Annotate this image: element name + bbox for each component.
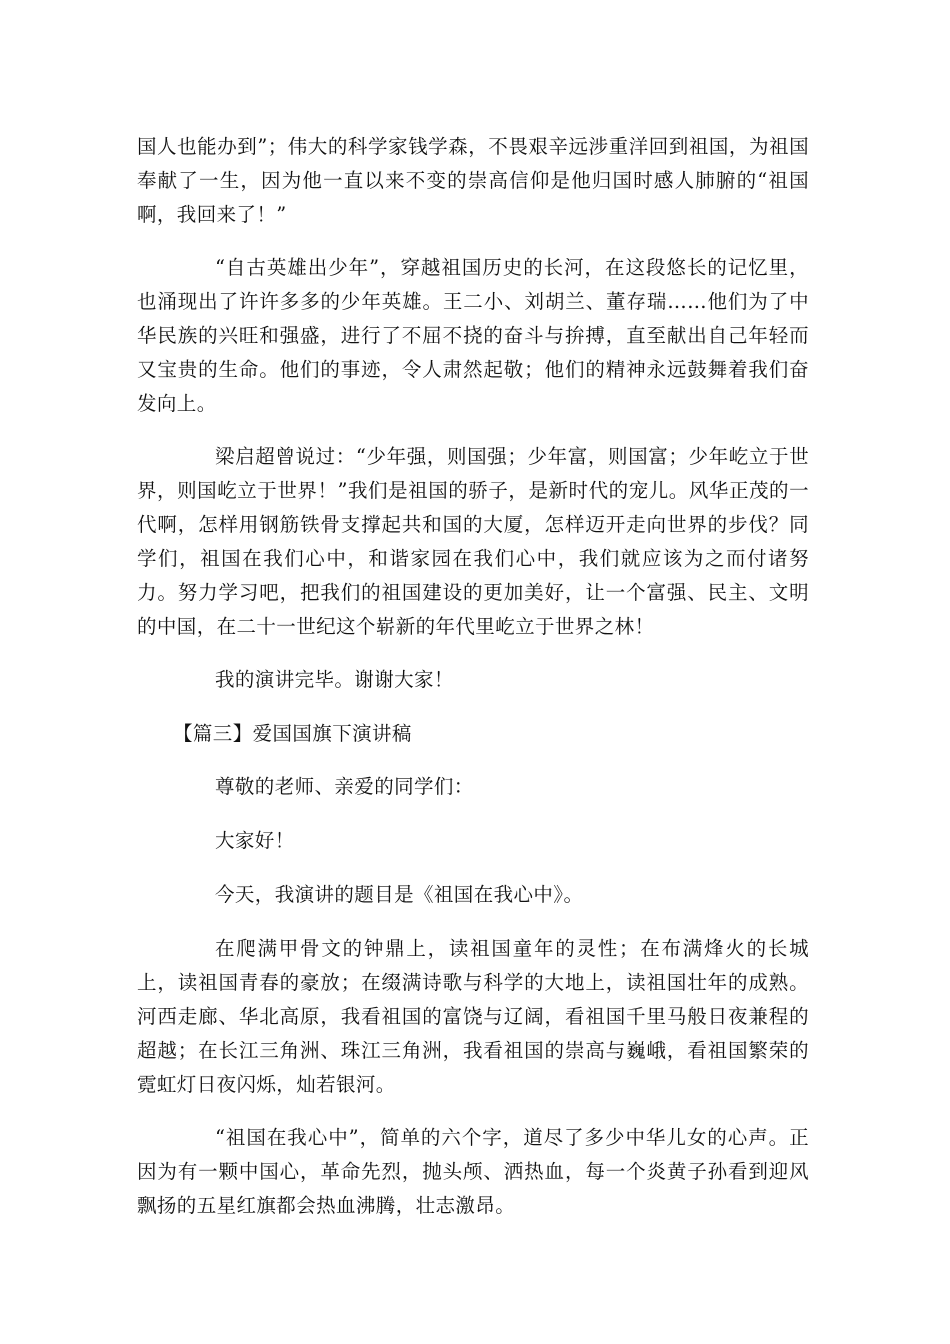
paragraph-motherland-in-heart: “祖国在我心中”，简单的六个字，道尽了多少中华儿女的心声。正因为有一颗中国心，革命先烈，抛头颅、洒热血，每一个炎黄子孙看到迎风飘扬的五星红旗都会热血沸腾，壮志激昂。 <box>137 1126 809 1217</box>
paragraph-young-heroes: “自古英雄出少年”，穿越祖国历史的长河，在这段悠长的记忆里，也涌现出了许许多多的少年英雄。王二小、刘胡兰、董存瑞……他们为了中华民族的兴旺和强盛，进行了不屈不挠的奋斗与拚搏，直至献出自己年轻而又宝贵的生命。他们的事迹，令人肃然起敬；他们的精神永远鼓舞着我们奋发向上。 <box>137 256 809 415</box>
paragraph-liang-qichao-quote: 梁启超曾说过：“少年强，则国强；少年富，则国富；少年屹立于世界，则国屹立于世界！”我们是祖国的骄子，是新时代的宠儿。风华正茂的一代啊，怎样用钢筋铁骨支撑起共和国的大厦，怎样迈开走向世界的步伐？同学们，祖国在我们心中，和谐家园在我们心中，我们就应该为之而付诸努力。努力学习吧，把我们的祖国建设的更加美好，让一个富强、民主、文明的中国，在二十一世纪这个崭新的年代里屹立于世界之林！ <box>137 445 809 638</box>
paragraph-speech-title: 今天，我演讲的题目是《祖国在我心中》。 <box>215 883 584 906</box>
paragraph-speech-end: 我的演讲完毕。谢谢大家！ <box>215 668 454 691</box>
paragraph-salutation: 尊敬的老师、亲爱的同学们： <box>215 775 474 798</box>
section-heading: 【篇三】爱国国旗下演讲稿 <box>173 722 412 745</box>
paragraph-greeting: 大家好！ <box>215 829 295 852</box>
paragraph-reading-motherland: 在爬满甲骨文的钟鼎上，读祖国童年的灵性；在布满烽火的长城上，读祖国青春的豪放；在缀满诗歌与科学的大地上，读祖国壮年的成熟。河西走廊、华北高原，我看祖国的富饶与辽阔，看祖国千里马般日夜兼程的超越；在长江三角洲、珠江三角洲，我看祖国的崇高与巍峨，看祖国繁荣的霓虹灯日夜闪烁，灿若银河。 <box>137 937 809 1096</box>
document-body <box>137 130 809 1242</box>
paragraph-continuation: 国人也能办到”；伟大的科学家钱学森，不畏艰辛远涉重洋回到祖国，为祖国奉献了一生，因为他一直以来不变的崇高信仰是他归国时感人肺腑的“祖国啊，我回来了！” <box>137 135 809 226</box>
